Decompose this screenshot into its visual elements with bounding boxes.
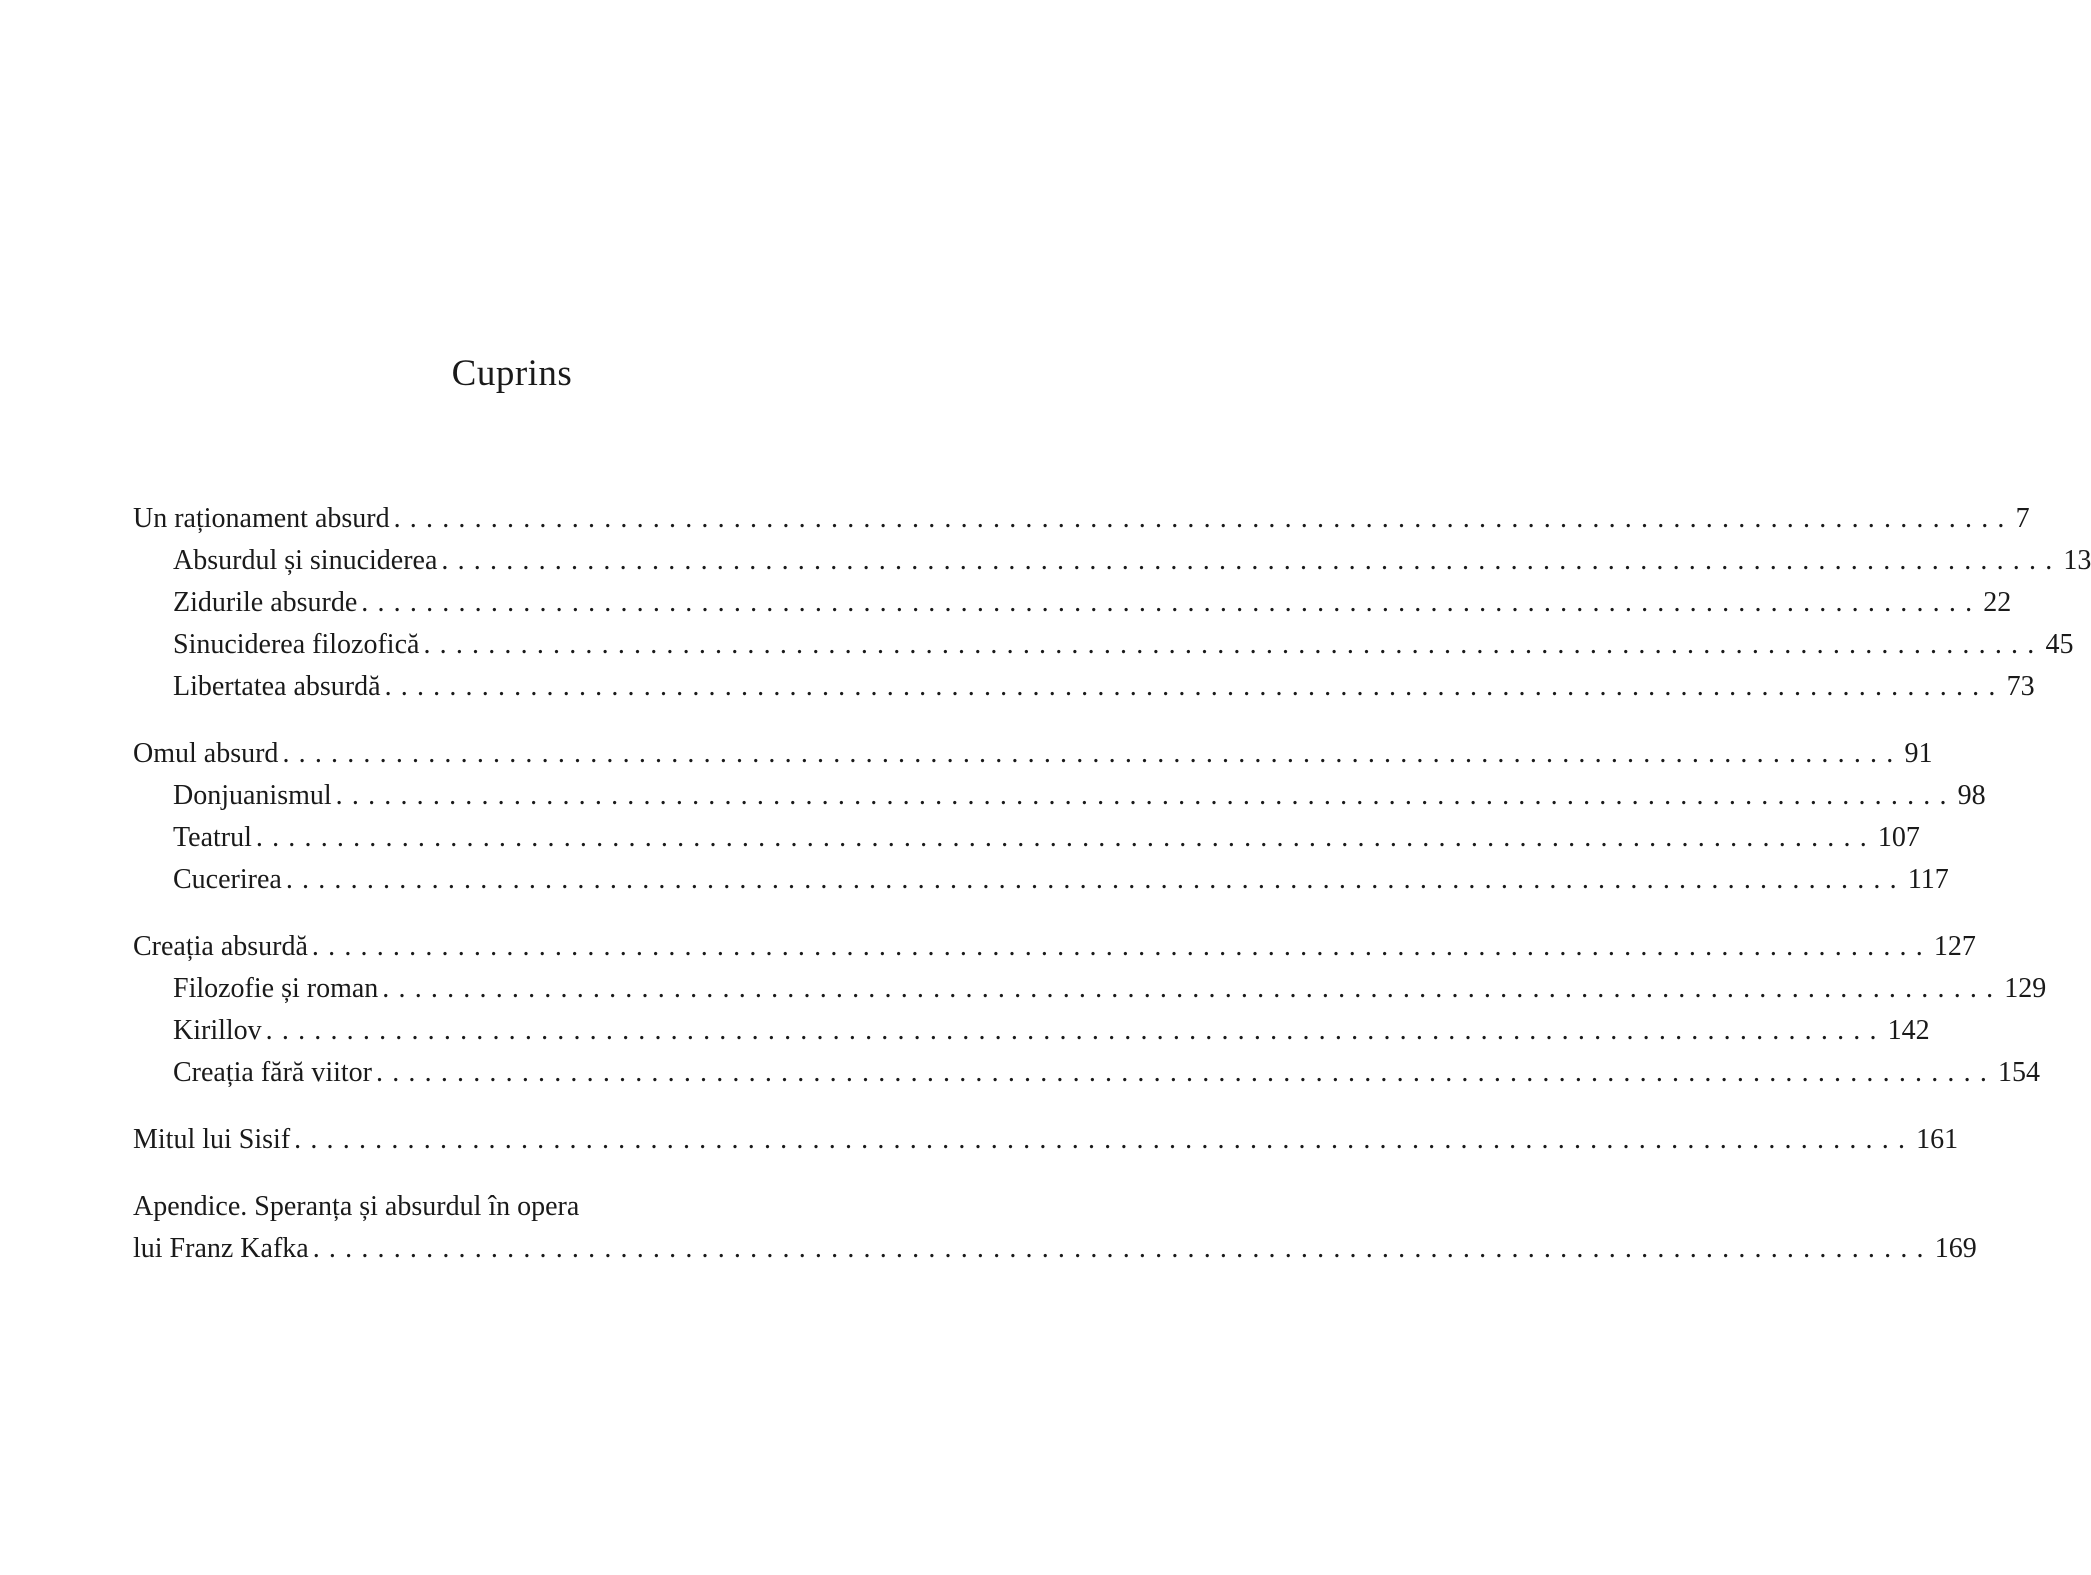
toc-entry-section[interactable] bbox=[133, 926, 1976, 968]
toc-entry-page: 129 bbox=[2004, 973, 2047, 1004]
dot-leader: .................................................................................................... bbox=[384, 671, 2005, 702]
toc-entry-label: Filozofie și roman bbox=[173, 973, 379, 1004]
toc-entry-label: Zidurile absurde bbox=[173, 587, 358, 618]
toc-entry-appendix-line2[interactable] bbox=[133, 1228, 1977, 1270]
toc-entry-page: 154 bbox=[1998, 1057, 2041, 1088]
dot-leader: .................................................................................................... bbox=[423, 629, 2044, 660]
toc-entry-label: Absurdul și sinuciderea bbox=[173, 545, 438, 576]
toc-entry-page: 142 bbox=[1887, 1015, 1930, 1046]
toc-entry-page: 107 bbox=[1877, 822, 1920, 853]
page-title: Cuprins bbox=[451, 353, 573, 394]
toc-entry-section[interactable] bbox=[133, 498, 2030, 540]
toc-entry-label: Cucerirea bbox=[173, 864, 282, 895]
toc-entry-label: Creația absurdă bbox=[133, 931, 308, 962]
dot-leader: .................................................................................................... bbox=[361, 587, 1982, 618]
dot-leader: .................................................................................................... bbox=[265, 1015, 1886, 1046]
dot-leader: .................................................................................................... bbox=[441, 545, 2062, 576]
toc-entry-label: lui Franz Kafka bbox=[133, 1233, 309, 1264]
toc-entry-appendix-line1[interactable] bbox=[133, 1186, 896, 1228]
toc-entry-subsection[interactable] bbox=[133, 1010, 1930, 1052]
dot-leader: .................................................................................................... bbox=[282, 738, 1903, 769]
dot-leader: .................................................................................................... bbox=[335, 780, 1956, 811]
toc-entry-label: Kirillov bbox=[173, 1015, 262, 1046]
toc-entry-label: Mitul lui Sisif bbox=[133, 1124, 291, 1155]
dot-leader: .................................................................................................... bbox=[382, 973, 2003, 1004]
table-of-contents bbox=[133, 498, 2091, 1270]
toc-entry-subsection[interactable] bbox=[133, 859, 1949, 901]
toc-entry-label: Libertatea absurdă bbox=[173, 671, 381, 702]
toc-entry-page: 127 bbox=[1933, 931, 1976, 962]
toc-entry-page: 98 bbox=[1957, 780, 1986, 811]
toc-entry-page: 117 bbox=[1907, 864, 1949, 895]
toc-entry-page: 22 bbox=[1983, 587, 2012, 618]
toc-entry-label: Un raționament absurd bbox=[133, 503, 390, 534]
dot-leader: .................................................................................................... bbox=[311, 931, 1932, 962]
toc-entry-page: 45 bbox=[2045, 629, 2074, 660]
dot-leader: .................................................................................................... bbox=[255, 822, 1876, 853]
toc-entry-page: 7 bbox=[2015, 503, 2030, 534]
toc-entry-page: 91 bbox=[1904, 738, 1933, 769]
toc-entry-section[interactable] bbox=[133, 733, 1933, 775]
toc-entry-label: Sinuciderea filozofică bbox=[173, 629, 420, 660]
toc-entry-subsection[interactable] bbox=[133, 775, 1986, 817]
toc-entry-subsection[interactable] bbox=[133, 968, 2047, 1010]
toc-entry-label: Apendice. Speranța și absurdul în opera bbox=[133, 1191, 580, 1222]
toc-entry-label: Teatrul bbox=[173, 822, 252, 853]
dot-leader: .................................................................................................... bbox=[312, 1233, 1933, 1264]
dot-leader: .................................................................................................... bbox=[294, 1124, 1915, 1155]
dot-leader: .................................................................................................... bbox=[285, 864, 1906, 895]
toc-entry-subsection[interactable] bbox=[133, 540, 2091, 582]
toc-entry-subsection[interactable] bbox=[133, 624, 2074, 666]
toc-entry-subsection[interactable] bbox=[133, 582, 2012, 624]
toc-entry-subsection[interactable] bbox=[133, 1052, 2041, 1094]
toc-entry-label: Donjuanismul bbox=[173, 780, 332, 811]
dot-leader: .................................................................................................... bbox=[376, 1057, 1997, 1088]
dot-leader: .................................................................................................... bbox=[393, 503, 2014, 534]
toc-entry-label: Omul absurd bbox=[133, 738, 279, 769]
toc-entry-page: 73 bbox=[2006, 671, 2035, 702]
toc-entry-subsection[interactable] bbox=[133, 817, 1920, 859]
toc-entry-label: Creația fără viitor bbox=[173, 1057, 373, 1088]
toc-entry-section[interactable] bbox=[133, 1119, 1959, 1161]
toc-entry-page: 13 bbox=[2063, 545, 2091, 576]
toc-entry-subsection[interactable] bbox=[133, 666, 2035, 708]
toc-entry-page: 161 bbox=[1916, 1124, 1959, 1155]
toc-entry-page: 169 bbox=[1934, 1233, 1977, 1264]
